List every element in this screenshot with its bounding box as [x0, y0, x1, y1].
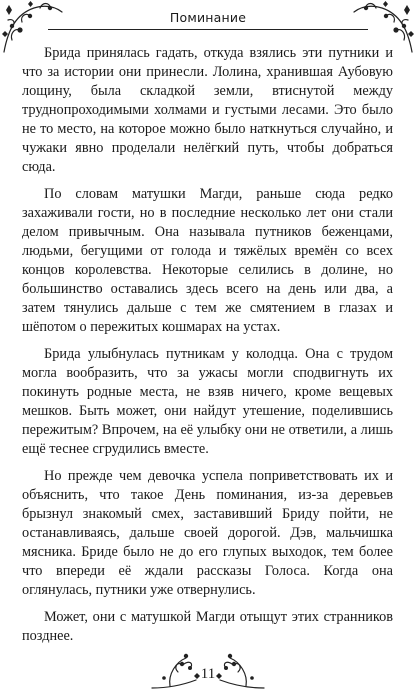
paragraph-3: Брида улыбнулась путникам у колодца. Она с трудом могла вообразить, что за ужасы могли сподвигнуть их покинуть родные места, не взяв ничего, кроме вещевых мешков. Быть может, они найдут утешение, поделившись пережитым? Впрочем, на её улыбку они не ответили, а лишь ещё теснее сгрудились вместе.: [22, 346, 393, 457]
body-text: [22, 44, 393, 654]
paragraph-2: По словам матушки Магди, раньше сюда редко захаживали гости, но в последние несколько лет они стали делом привычным. Она называла путников беженцами, людьми, бегущими от голода и тяжёлых времён со всех концов королевства. Некоторые селились в долине, но большинство оставались здесь всего на день или два, а затем тянулись дальше с тем же смятением в глазах и шёпотом о пережитых кошмарах на устах.: [22, 186, 393, 335]
running-head-title: Поминание: [169, 10, 247, 25]
page-footer: [0, 648, 416, 692]
paragraph-1: Брида принялась гадать, откуда взялись эти путники и что за истории они принесли. Лолина, хранившая Аубовую лощину, была складкой земли, втиснутой между труднопроходимыми холмами и густыми лесами. Это было не то место, на которое можно было наткнуться случайно, и чужаки явно проделали нелёгкий путь, чтобы добраться сюда.: [22, 45, 393, 175]
header-rule: [48, 29, 368, 30]
paragraph-4: Но прежде чем девочка успела поприветствовать их и объяснить, что такое День поминания, из-за деревьев брызнул знакомый смех, заставивший Бриду пойти, не останавливаясь, дальше своей дорогой. Дэв, мальчишка мясника. Бриде было не до его глупых выходок, тем более что впереди её ждали рассказы Голоса. Когда она оглянулась, путники уже отвернулись.: [22, 468, 393, 598]
footer-right-flourish-ornament: [216, 648, 266, 692]
paragraph-5: Может, они с матушкой Магди отыщут этих странников позднее.: [22, 609, 393, 644]
page-number: 11: [200, 666, 216, 682]
